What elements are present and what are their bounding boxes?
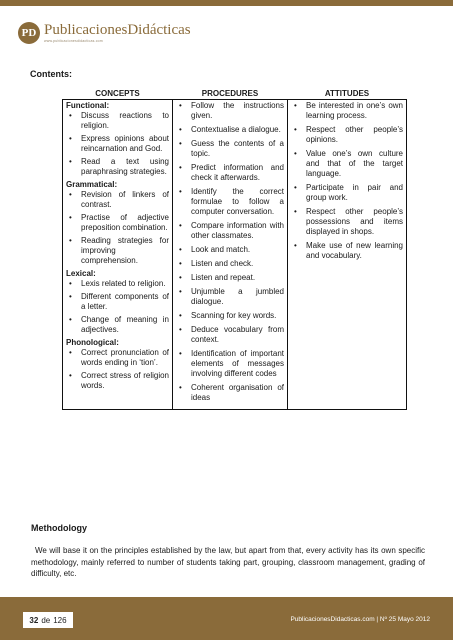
list-item: • Discuss reactions to religion.: [66, 111, 169, 131]
concept-group-heading: Grammatical:: [66, 180, 118, 189]
list-item: • Different components of a letter.: [66, 292, 169, 312]
list-item: • Contextualise a dialogue.: [176, 125, 284, 135]
list-item: • Listen and check.: [176, 259, 284, 269]
procedures-list: [176, 101, 284, 403]
concept-group-list: [66, 111, 169, 177]
table-header-row: [63, 89, 407, 100]
list-item: • Value one’s own culture and that of the target language.: [291, 149, 403, 179]
list-item: • Be interested in one’s own learning process.: [291, 101, 403, 121]
concepts-cell: [63, 100, 173, 410]
list-item: • Correct pronunciation of words ending in ‘tion’.: [66, 348, 169, 368]
publisher-logo[interactable]: [18, 22, 191, 44]
concept-group-list: [66, 279, 169, 335]
concept-group-heading: Functional:: [66, 101, 110, 110]
attitudes-list: [291, 101, 403, 261]
list-item: • Scanning for key words.: [176, 311, 284, 321]
logo-mark-icon: PD: [18, 22, 40, 44]
list-item: • Respect other people’s possessions and items displayed in shops.: [291, 207, 403, 237]
page-indicator: [23, 612, 73, 628]
list-item: • Deduce vocabulary from context.: [176, 325, 284, 345]
page-total: 126: [53, 615, 67, 625]
concept-group-list: [66, 190, 169, 266]
list-item: • Listen and repeat.: [176, 273, 284, 283]
concept-group-heading: Phonological:: [66, 338, 119, 347]
list-item: • Coherent organisation of ideas: [176, 383, 284, 403]
logo-name: PublicacionesDidácticas: [44, 22, 191, 38]
attitudes-cell: [288, 100, 407, 410]
page-of: de: [41, 615, 51, 625]
header-procedures: PROCEDURES: [201, 89, 259, 98]
list-item: • Express opinions about reincarnation and God.: [66, 134, 169, 154]
list-item: • Respect other people’s opinions.: [291, 125, 403, 145]
methodology-title: Methodology: [31, 523, 87, 533]
page-number: 32: [29, 615, 39, 625]
list-item: • Predict information and check it afterwards.: [176, 163, 284, 183]
list-item: • Revision of linkers of contrast.: [66, 190, 169, 210]
concept-group-list: [66, 348, 169, 391]
methodology-paragraph: We will base it on the principles established by the law, but apart from that, every activity has its own specific methodology, mainly referred to number of students taking part, grouping, classroom management, grading of difficulty, etc.: [31, 546, 425, 578]
list-item: • Reading strategies for improving comprehension.: [66, 236, 169, 266]
list-item: • Compare information with other classmates.: [176, 221, 284, 241]
header-attitudes: ATTITUDES: [324, 89, 370, 98]
list-item: • Identify the correct formulae to follow a computer conversation.: [176, 187, 284, 217]
footer-publication: PublicacionesDidacticas.com | Nº 25 Mayo 2012: [290, 616, 430, 623]
list-item: • Correct stress of religion words.: [66, 371, 169, 391]
procedures-cell: [173, 100, 288, 410]
concept-group-heading: Lexical:: [66, 269, 96, 278]
table-row: [63, 100, 407, 410]
list-item: • Lexis related to religion.: [66, 279, 169, 289]
logo-text: [44, 23, 191, 43]
header-concepts: CONCEPTS: [95, 89, 140, 98]
contents-heading: Contents:: [30, 69, 72, 79]
list-item: • Practise of adjective preposition combination.: [66, 213, 169, 233]
list-item: • Change of meaning in adjectives.: [66, 315, 169, 335]
list-item: • Participate in pair and group work.: [291, 183, 403, 203]
list-item: • Look and match.: [176, 245, 284, 255]
list-item: • Read a text using paraphrasing strategies.: [66, 157, 169, 177]
top-rule: [0, 0, 453, 6]
list-item: • Unjumble a jumbled dialogue.: [176, 287, 284, 307]
list-item: • Identification of important elements of messages involving different codes: [176, 349, 284, 379]
list-item: • Make use of new learning and vocabulary.: [291, 241, 403, 261]
contents-table: [62, 89, 407, 410]
logo-tagline: www.publicacionesdidacticas.com: [44, 39, 103, 43]
list-item: • Follow the instructions given.: [176, 101, 284, 121]
list-item: • Guess the contents of a topic.: [176, 139, 284, 159]
